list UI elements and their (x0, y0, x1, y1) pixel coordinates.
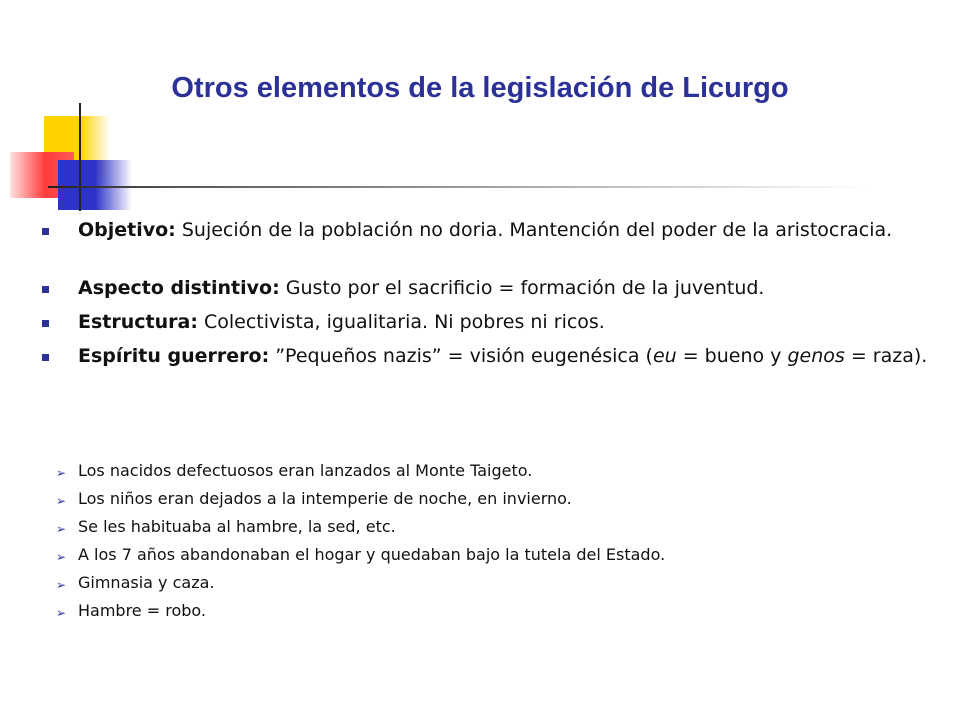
square-bullet-icon (42, 286, 49, 293)
list-item-text: Los nacidos defectuosos eran lanzados al Monte Taigeto. (78, 461, 533, 480)
list-item (56, 516, 916, 538)
arrow-bullet-icon: ➢ (56, 550, 67, 564)
bullet-aspecto-distintivo (42, 276, 937, 301)
bullet-label: Objetivo: (78, 219, 176, 241)
arrow-bullet-icon: ➢ (56, 466, 67, 480)
bullet-text: = bueno y (676, 345, 788, 367)
bullet-estructura (42, 310, 937, 335)
bullet-label: Estructura: (78, 311, 198, 333)
arrow-bullet-icon: ➢ (56, 494, 67, 508)
list-item-text: A los 7 años abandonaban el hogar y quedaban bajo la tutela del Estado. (78, 545, 666, 564)
bullet-label: Espíritu guerrero: (78, 345, 270, 367)
sub-bullet-list (56, 460, 916, 628)
decor-horizontal-line (48, 186, 868, 188)
decor-blue-square (58, 160, 132, 210)
list-item (56, 544, 916, 566)
bullet-objetivo (42, 218, 937, 243)
arrow-bullet-icon: ➢ (56, 578, 67, 592)
slide-title: Otros elementos de la legislación de Licurgo (171, 72, 789, 104)
bullet-espiritu-guerrero (42, 344, 937, 369)
arrow-bullet-icon: ➢ (56, 522, 67, 536)
list-item (56, 572, 916, 594)
list-item-text: Gimnasia y caza. (78, 573, 215, 592)
bullet-text: Gusto por el sacrificio = formación de la juventud. (279, 277, 765, 299)
list-item (56, 460, 916, 482)
bullet-italic-genos: genos (787, 345, 845, 367)
bullet-text: Sujeción de la población no doria. Mantención del poder de la aristocracia. (175, 219, 893, 241)
square-bullet-icon (42, 354, 49, 361)
bullet-text: = raza). (844, 345, 928, 367)
list-item-text: Se les habituaba al hambre, la sed, etc. (78, 517, 396, 536)
list-item (56, 488, 916, 510)
bullet-text: Colectivista, igualitaria. Ni pobres ni ricos. (197, 311, 605, 333)
list-item-text: Los niños eran dejados a la intemperie de noche, en invierno. (78, 489, 572, 508)
list-item-text: Hambre = robo. (78, 601, 206, 620)
decor-vertical-line (79, 103, 81, 211)
bullet-text: ”Pequeños nazis” = visión eugenésica ( (269, 345, 653, 367)
main-bullet-list (42, 218, 937, 369)
bullet-label: Aspecto distintivo: (78, 277, 280, 299)
list-item (56, 600, 916, 622)
bullet-italic-eu: eu (652, 345, 677, 367)
square-bullet-icon (42, 228, 49, 235)
square-bullet-icon (42, 320, 49, 327)
arrow-bullet-icon: ➢ (56, 606, 67, 620)
